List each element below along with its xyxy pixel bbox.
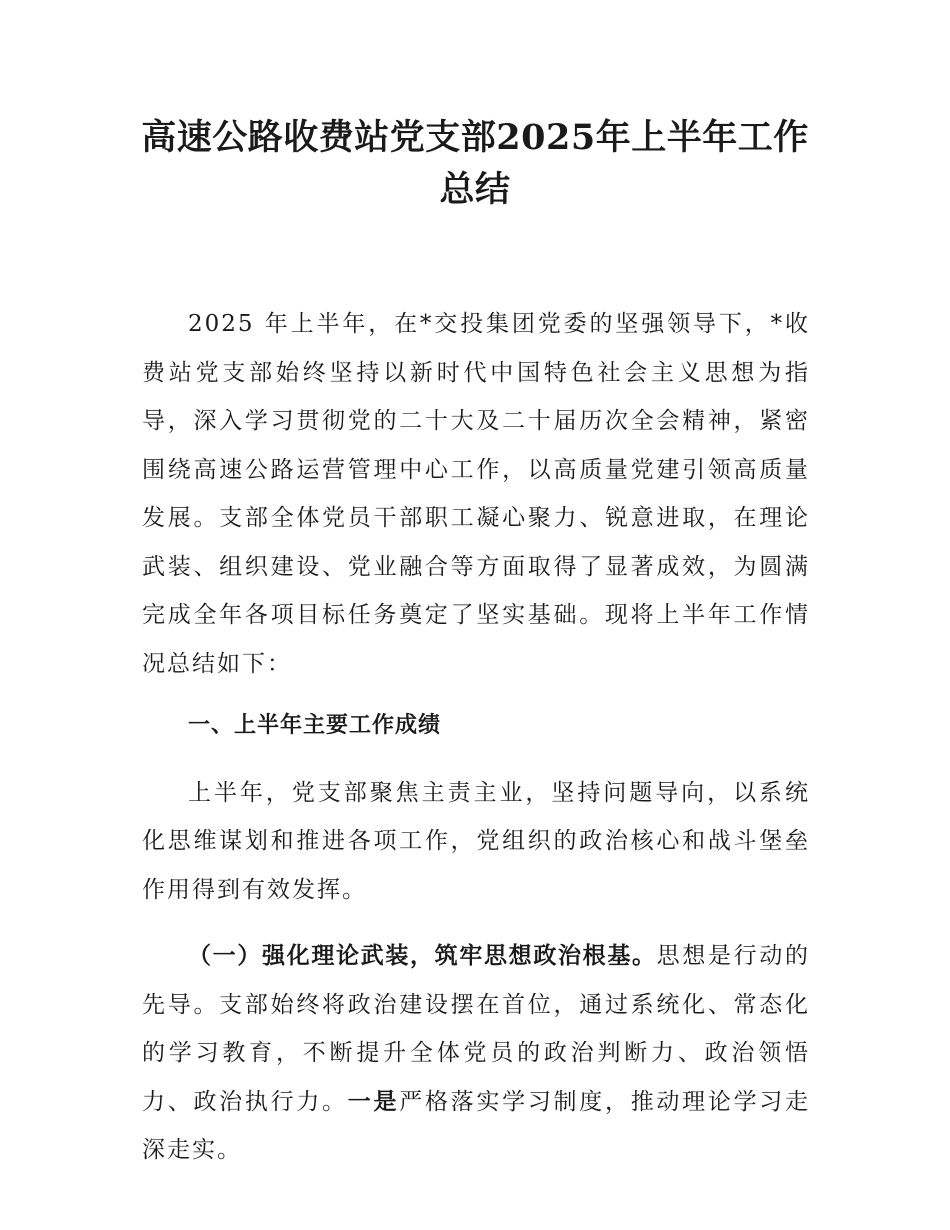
document-title: 高速公路收费站党支部2025年上半年工作总结 xyxy=(141,117,809,210)
point-text-1: 严格落实学习制度，推动理论学习走深走实。 xyxy=(142,1088,811,1163)
subsection-text-1: 思想是行动的先导。支部始终将政治建设摆在首位，通过系统化、常态化的学习教育，不断提升全体党员的政治判断力、政治领悟力、政治执行力。 xyxy=(142,943,811,1115)
document-body xyxy=(142,300,810,1175)
section-heading-1: 一、上半年主要工作成绩 xyxy=(188,713,442,738)
point-lead-1: 一是 xyxy=(347,1088,400,1115)
subsection-paragraph-1 xyxy=(142,932,810,1175)
subsection-heading-1: （一）强化理论武装，筑牢思想政治根基。 xyxy=(188,943,657,969)
section-intro-paragraph: 上半年，党支部聚焦主责主业，坚持问题导向，以系统化思维谋划和推进各项工作，党组织的政治核心和战斗堡垒作用得到有效发挥。 xyxy=(142,779,810,903)
intro-paragraph: 2025 年上半年，在*交投集团党委的坚强领导下，*收费站党支部始终坚持以新时代中国特色社会主义思想为指导，深入学习贯彻党的二十大及二十届历次全会精神，紧密围绕高速公路运营管理中心工作，以高质量党建引领高质量发展。支部全体党员干部职工凝心聚力、锐意进取，在理论武装、组织建设、党业融合等方面取得了显著成效，为圆满完成全年各项目标任务奠定了坚实基础。现将上半年工作情况总结如下： xyxy=(142,311,810,677)
